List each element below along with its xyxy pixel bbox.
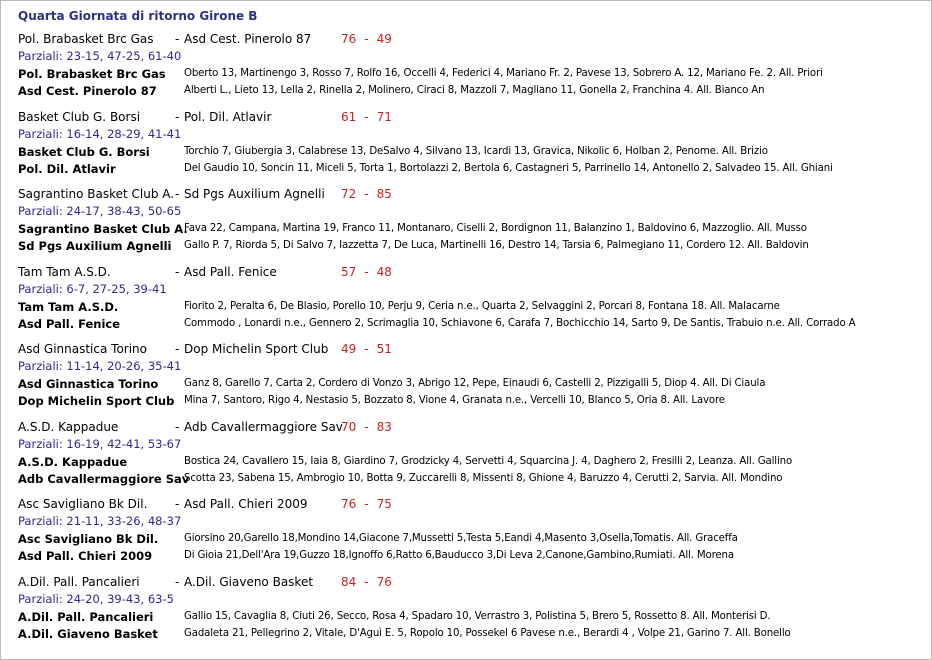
versus-dash: -: [175, 187, 180, 201]
home-roster-players: Gallio 15, Cavaglia 8, Ciuti 26, Secco, Rosa 4, Spadaro 10, Verrastro 3, Polistina 5, Brero 5, Rossetto 8. All. Monterisi D.: [184, 610, 771, 622]
partial-scores: Parziali: 24-17, 38-43, 50-65: [18, 204, 182, 218]
game-block: [18, 32, 918, 106]
game-block: [18, 420, 918, 494]
score-home: 57: [341, 264, 357, 279]
home-team-name: Sagrantino Basket Club A.: [18, 187, 175, 201]
versus-dash: -: [175, 497, 180, 511]
score-home: 49: [341, 342, 357, 356]
score-home: 76: [341, 32, 357, 46]
away-roster-team: A.Dil. Giaveno Basket: [18, 626, 158, 641]
home-roster-players: Fiorito 2, Peralta 6, De Blasio, Porello 10, Perju 9, Ceria n.e., Quarta 2, Selvaggini 2, Porcari 8, Fontana 18. All. Malacarne: [184, 300, 780, 312]
home-roster-team: Asc Savigliano Bk Dil.: [18, 532, 159, 546]
away-roster-players: Gadaleta 21, Pellegrino 2, Vitale, D'Aguì E. 5, Ropolo 10, Possekel 6 Pavese n.e., Berardi 4 , Volpe 21, Garino 7. All. Bonello: [184, 627, 791, 639]
partial-scores: Parziali: 16-14, 28-29, 41-41: [18, 126, 182, 141]
home-roster-team: Basket Club G. Borsi: [18, 144, 150, 159]
score-away: 49: [376, 32, 392, 46]
away-team-name: Adb Cavallermaggiore Sav: [184, 419, 343, 434]
score-away: 48: [376, 264, 392, 279]
score-separator: -: [364, 574, 369, 589]
game-block: [18, 187, 918, 261]
final-score: [341, 497, 392, 511]
partial-scores: Parziali: 16-19, 42-41, 53-67: [18, 436, 182, 451]
score-away: 71: [376, 109, 392, 124]
score-separator: -: [364, 342, 369, 356]
home-roster-team: Asd Ginnastica Torino: [18, 377, 159, 391]
home-roster-team: A.Dil. Pall. Pancalieri: [18, 609, 154, 624]
away-roster-players: Del Gaudio 10, Soncin 11, Miceli 5, Torta 1, Bortolazzi 2, Bertola 6, Castagneri 5, Parrinello 14, Antonello 2, Salvadeo 15. All. Ghiani: [184, 162, 833, 174]
score-home: 72: [341, 187, 357, 201]
game-block: [18, 265, 918, 339]
versus-dash: -: [175, 264, 180, 279]
final-score: [341, 265, 392, 279]
game-block: [18, 342, 918, 416]
partial-scores: Parziali: 21-11, 33-26, 48-37: [18, 514, 182, 528]
partial-scores: Parziali: 23-15, 47-25, 61-40: [18, 49, 182, 63]
home-team-name: Asd Ginnastica Torino: [18, 342, 147, 356]
score-home: 61: [341, 109, 357, 124]
home-team-name: Asc Savigliano Bk Dil.: [18, 497, 148, 511]
final-score: [341, 342, 392, 356]
home-roster-team: A.S.D. Kappadue: [18, 454, 128, 469]
score-separator: -: [364, 264, 369, 279]
away-team-name: Asd Pall. Chieri 2009: [184, 497, 308, 511]
home-roster-team: Tam Tam A.S.D.: [18, 299, 119, 314]
final-score: [341, 575, 392, 589]
versus-dash: -: [175, 419, 180, 434]
away-roster-players: Gallo P. 7, Riorda 5, Di Salvo 7, Iazzetta 7, De Luca, Martinelli 16, Destro 14, Tarsia 6, Palmegiano 11, Cordero 12. All. Baldovin: [184, 240, 809, 251]
home-roster-players: Torchio 7, Giubergia 3, Calabrese 13, DeSalvo 4, Silvano 13, Icardi 13, Gravica, Nikolic 6, Holban 2, Penome. All. Brizio: [184, 145, 768, 157]
versus-dash: -: [175, 32, 180, 46]
score-separator: -: [364, 187, 369, 201]
away-roster-players: Alberti L., Lieto 13, Lella 2, Rinella 2, Molinero, Ciraci 8, Mazzoli 7, Magliano 11, Gonella 2, Franchina 4. All. Bianco An: [184, 85, 765, 96]
home-team-name: A.Dil. Pall. Pancalieri: [18, 574, 140, 589]
score-separator: -: [364, 497, 369, 511]
away-team-name: Dop Michelin Sport Club: [184, 342, 329, 356]
home-roster-players: Bostica 24, Cavallero 15, Iaia 8, Giardino 7, Grodzicky 4, Servetti 4, Squarcina J. 4, Daghero 2, Fresilli 2, Leanza. All. Gallino: [184, 455, 793, 467]
away-roster-team: Sd Pgs Auxilium Agnelli: [18, 239, 172, 253]
away-roster-team: Pol. Dil. Atlavir: [18, 161, 116, 176]
home-roster-team: Sagrantino Basket Club A.: [18, 222, 188, 236]
score-away: 76: [376, 574, 392, 589]
away-team-name: Sd Pgs Auxilium Agnelli: [184, 187, 325, 201]
score-separator: -: [364, 109, 369, 124]
versus-dash: -: [175, 109, 180, 124]
page-title: Quarta Giornata di ritorno Girone B: [18, 9, 258, 23]
away-roster-team: Asd Cest. Pinerolo 87: [18, 84, 157, 98]
partial-scores: Parziali: 24-20, 39-43, 63-5: [18, 591, 174, 606]
home-team-name: Tam Tam A.S.D.: [18, 264, 111, 279]
away-team-name: Asd Cest. Pinerolo 87: [184, 32, 312, 46]
away-team-name: Asd Pall. Fenice: [184, 264, 277, 279]
home-roster-players: Oberto 13, Martinengo 3, Rosso 7, Rolfo 16, Occelli 4, Federici 4, Mariano Fr. 2, Pavese 13, Sobrero A. 12, Mariano Fe. 2. All. Priori: [184, 68, 823, 79]
score-away: 85: [376, 187, 392, 201]
home-team-name: Pol. Brabasket Brc Gas: [18, 32, 154, 46]
game-block: [18, 575, 918, 649]
score-away: 83: [376, 419, 392, 434]
home-roster-players: Ganz 8, Garello 7, Carta 2, Cordero di Vonzo 3, Abrigo 12, Pepe, Einaudi 6, Castelli 2, Pizzigalli 5, Diop 4. All. Di Ciaula: [184, 378, 766, 389]
score-away: 51: [376, 342, 392, 356]
score-home: 70: [341, 419, 357, 434]
score-home: 76: [341, 497, 357, 511]
versus-dash: -: [175, 574, 180, 589]
away-roster-players: Di Gioia 21,Dell'Ara 19,Guzzo 18,Ignoffo 6,Ratto 6,Bauducco 3,Di Leva 2,Canone,Gambino,Rumiati. All. Morena: [184, 550, 734, 561]
game-block: [18, 110, 918, 184]
score-home: 84: [341, 574, 357, 589]
final-score: [341, 32, 392, 46]
away-roster-team: Dop Michelin Sport Club: [18, 394, 175, 408]
partial-scores: Parziali: 6-7, 27-25, 39-41: [18, 281, 167, 296]
home-team-name: Basket Club G. Borsi: [18, 109, 141, 124]
away-roster-team: Asd Pall. Fenice: [18, 316, 121, 331]
away-team-name: A.Dil. Giaveno Basket: [184, 574, 314, 589]
away-roster-players: Commodo , Lonardi n.e., Gennero 2, Scrimaglia 10, Schiavone 6, Carafa 7, Bochicchio 14, Sarto 9, De Santis, Trabuio n.e. All. Corrado A: [184, 317, 856, 329]
partial-scores: Parziali: 11-14, 20-26, 35-41: [18, 359, 182, 373]
home-roster-players: Giorsino 20,Garello 18,Mondino 14,Giacone 7,Mussetti 5,Testa 5,Eandi 4,Masento 3,Osella,Tomatis. All. Graceffa: [184, 533, 738, 544]
final-score: [341, 420, 392, 434]
away-roster-players: Mina 7, Santoro, Rigo 4, Nestasio 5, Bozzato 8, Vione 4, Granata n.e., Vercelli 10, Blanco 5, Oria 8. All. Lavore: [184, 395, 725, 406]
score-separator: -: [364, 32, 369, 46]
away-roster-players: Scotta 23, Sabena 15, Ambrogio 10, Botta 9, Zuccarelli 8, Missenti 8, Ghione 4, Baruzzo 4, Cerutti 2, Sarvia. All. Mondino: [184, 472, 783, 484]
versus-dash: -: [175, 342, 180, 356]
score-separator: -: [364, 419, 369, 434]
away-roster-team: Asd Pall. Chieri 2009: [18, 549, 153, 563]
home-roster-team: Pol. Brabasket Brc Gas: [18, 67, 166, 81]
score-away: 75: [376, 497, 392, 511]
home-team-name: A.S.D. Kappadue: [18, 419, 119, 434]
final-score: [341, 110, 392, 124]
away-team-name: Pol. Dil. Atlavir: [184, 109, 272, 124]
home-roster-players: Fava 22, Campana, Martina 19, Franco 11, Montanaro, Ciselli 2, Bordignon 11, Balanzino 1, Baldovino 6, Mazzoglio. All. Musso: [184, 223, 807, 234]
final-score: [341, 187, 392, 201]
away-roster-team: Adb Cavallermaggiore Sav: [18, 471, 190, 486]
game-block: [18, 497, 918, 571]
